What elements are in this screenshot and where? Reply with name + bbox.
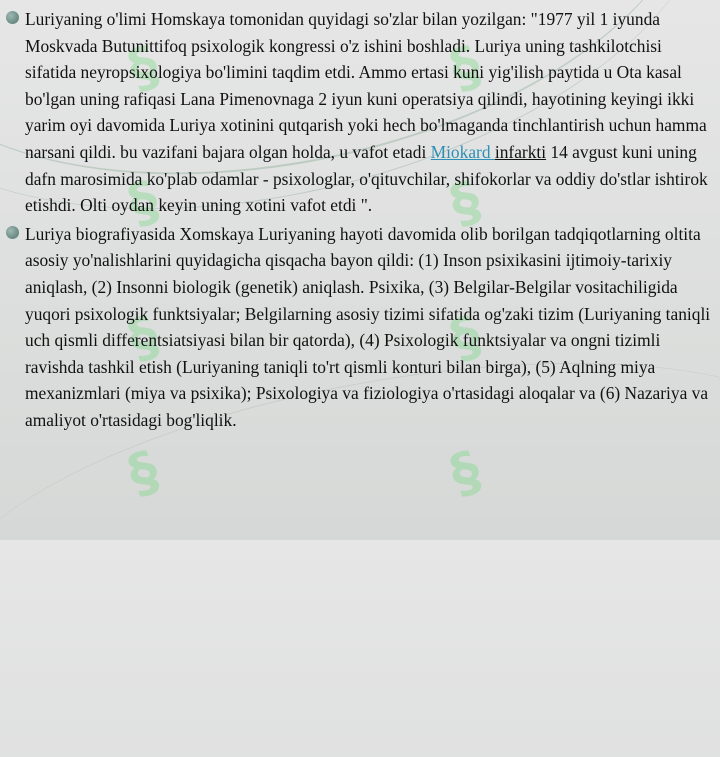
watermark-glyph: § (120, 437, 166, 507)
bullet-point-icon (6, 226, 19, 239)
watermark-glyph: § (442, 437, 488, 507)
watermark-glyph: § (442, 167, 488, 237)
paragraph-text: Luriya biografiyasida Xomskaya Luriyaning hayoti davomida olib borilgan tadqiqotlarning oltita asosiy yo'nalishlarini quyidagicha qisqacha bayon qildi: (1) Inson psixikasini ijtimoiy-tarixiy aniqlash, (2) Insonni biologik (genetik) aniqlash. Psixika, (3) Belgilar-Belgilar vositachiligida yuqori psixologik funktsiyalar; Belgilarning asosiy tizimi sifatida og'zaki tizim (Luriyaning taniqli uch qismli differentsiatsiyasi bilan bir qatorda), (4) Psixologik funktsiyalar va ongni tizimli ravishda tashkil etish (Luriyaning taniqli to'rt qismli konturi bilan birga), (5) Aqlning miya mexanizmlari (miya va psixika); Psixologiya va fiziologiya o'rtasidagi aloqalar va (6) Nazariya va amaliyot o'rtasidagi bog'liqlik. (25, 223, 711, 430)
watermark-glyph: § (120, 32, 166, 102)
watermark-glyph: § (120, 302, 166, 372)
watermark-glyph: § (442, 32, 488, 102)
slide-content (6, 6, 714, 436)
watermark-glyph: § (120, 167, 166, 237)
bullet-point-icon (6, 11, 19, 24)
infarction-link[interactable]: infarkti (494, 141, 547, 162)
paragraph-text (25, 6, 714, 219)
paragraph-text-start: Luriyaning o'limi Homskaya tomonidan quyidagi so'zlar bilan yozilgan: "1977 yil 1 iyunda Moskvada Butunittifoq psixologik kongressi o'z ishini boshladi. Luriya uning tashkilotchisi sifatida neyropsixologiya bo'limini taqdim etdi. Ammo ertasi kuni yig'ilish paytida u Ota kasal bo'lgan uning rafiqasi Lana Pimenovnaga 2 iyun kuni operatsiya qilindi, hayotining keyingi ikki yarim oyi davomida Luriya xotinini qutqarish yoki hech bo'lmaganda tinchlantirish uchun hamma narsani qildi. bu vazifani bajara olgan holda, u vafot etadi (25, 9, 707, 162)
bullet-paragraph-1 (6, 6, 714, 219)
myocardial-link[interactable]: Miokard (430, 141, 495, 162)
paragraph-text-end: 14 avgust kuni uning dafn marosimida ko'plab odamlar - psixologlar, o'qituvchilar, shifokorlar va oddiy do'stlar ishtirok etishdi. Olti oydan keyin uning xotini vafot etdi ". (25, 141, 708, 216)
watermark-glyph: § (442, 302, 488, 372)
bullet-paragraph-2 (6, 221, 714, 434)
